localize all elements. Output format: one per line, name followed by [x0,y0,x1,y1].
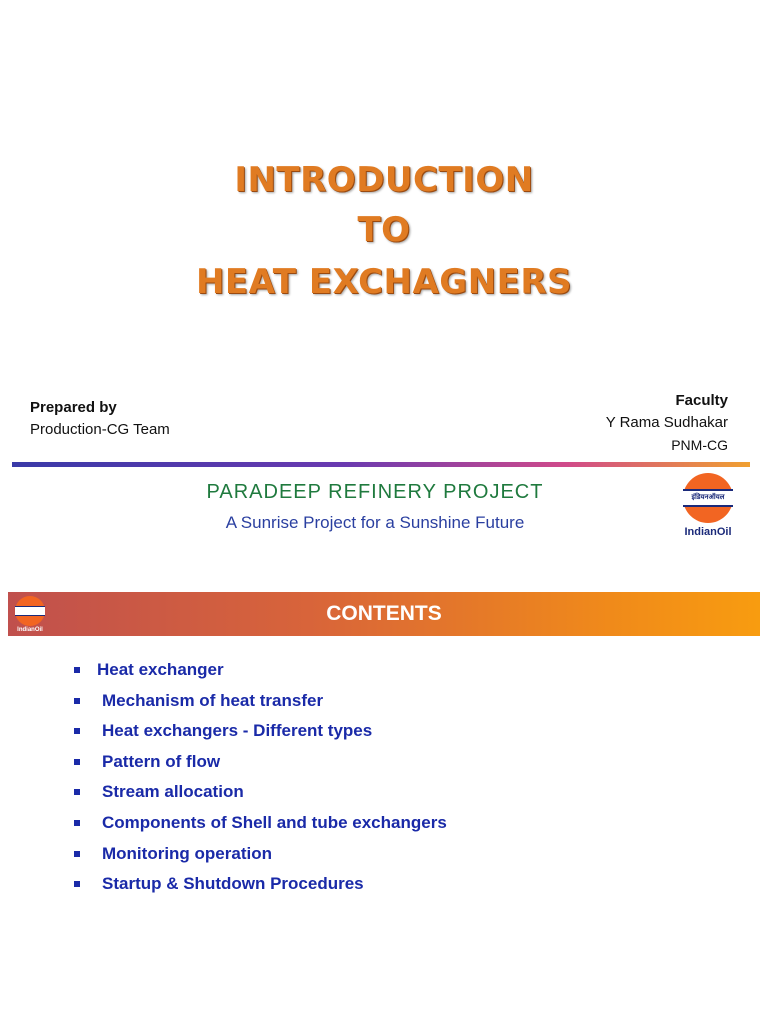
contents-header-bar [8,592,760,636]
title-line-1: INTRODUCTION [234,160,534,200]
bullet-icon [74,667,80,673]
bullet-icon [74,759,80,765]
logo-script-text: इंडियनऑयल [691,494,725,501]
logo-disc-icon [683,473,733,523]
bullet-icon [74,820,80,826]
indianoil-logo [680,473,736,538]
prepared-by-block [30,397,170,441]
logo-disc-icon [15,596,45,626]
faculty-name: Y Rama Sudhakar [605,414,728,431]
prepared-by-value: Production-CG Team [30,421,170,438]
project-name: PARADEEP REFINERY PROJECT [206,481,544,503]
bullet-icon [74,789,80,795]
contents-slide: CONTENTS IndianOil Heat exchanger Mechanism of heat transfer Heat exchangers - Different types Pattern of flow Stream allocation Components of Shell and tube exchangers Monitoring operation Startup & Shutdown Procedures [0,582,768,1024]
indianoil-logo-small [12,596,48,633]
logo-wordmark: IndianOil [684,526,732,538]
faculty-dept: PNM-CG [671,437,728,453]
bullet-icon [74,698,80,704]
logo-wordmark-small: IndianOil [17,627,43,633]
faculty-block [606,390,728,456]
bullet-icon [74,851,80,857]
bullet-icon [74,881,80,887]
bullet-icon [74,728,80,734]
prepared-by-label: Prepared by [30,399,117,416]
contents-title: CONTENTS [326,602,442,625]
gradient-divider [12,462,750,467]
faculty-label: Faculty [675,392,728,409]
project-tagline: A Sunrise Project for a Sunshine Future [225,513,525,532]
title-line-3: HEAT EXCHAGNERS [195,262,573,302]
title-line-2: TO [357,210,411,250]
